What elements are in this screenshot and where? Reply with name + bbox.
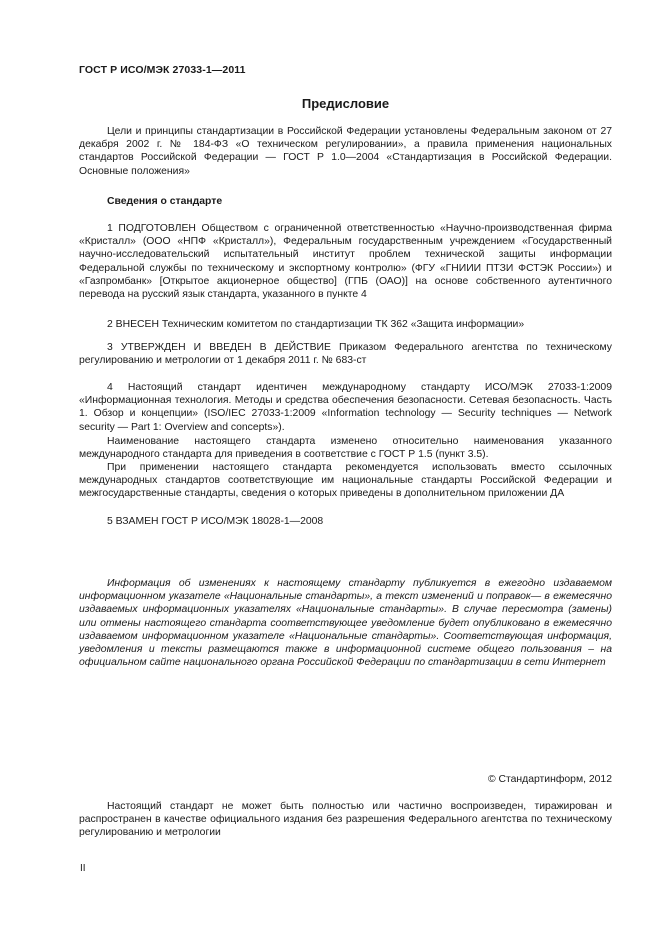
copyright-line: © Стандартинформ, 2012	[487, 774, 612, 785]
preface-intro-paragraph: Цели и принципы стандартизации в Российской Федерации установлены Федеральным законом от 27 декабря 2002 г. № 184-ФЗ «О техническом регулировании», а правила применения национальных стандартов Российской Федерации — ГОСТ Р 1.0—2004 «Стандартизация в Российской Федерации. Основные положения»	[79, 126, 612, 177]
reproduction-notice-paragraph: Настоящий стандарт не может быть полностью или частично воспроизведен, тиражирован и распространен в качестве официального издания без разрешения Федерального агентства по техническому регулированию и метрологии	[79, 801, 612, 839]
preface-title: Предисловие	[301, 96, 390, 111]
standard-info-item-3: 3 УТВЕРЖДЕН И ВВЕДЕН В ДЕЙСТВИЕ Приказом Федерального агентства по техническому регулированию и метрологии от 1 декабря 2011 г. № 683-ст	[79, 342, 612, 367]
standard-info-item-2: 2 ВНЕСЕН Техническим комитетом по стандартизации ТК 362 «Защита информации»	[107, 319, 525, 330]
standard-info-item-4-note-2: При применении настоящего стандарта рекомендуется использовать вместо ссылочных международных стандартов соответствующие им национальные стандарты Российской Федерации и межгосударственные стандарты, сведения о которых приведены в дополнительном приложении ДА	[79, 462, 612, 500]
page-number: II	[80, 863, 86, 874]
standard-info-item-4: 4 Настоящий стандарт идентичен международному стандарту ИСО/МЭК 27033-1:2009 «Информационная технология. Методы и средства обеспечения безопасности. Сетевая безопасность. Часть 1. Обзор и концепции» (ISO/IEC 27033-1:2009 «Information technology — Security techniques — Network security — Part 1: Overview and concepts»).	[79, 382, 612, 433]
standard-info-item-1: 1 ПОДГОТОВЛЕН Обществом с ограниченной ответственностью «Научно-производственная фирма «Кристалл» (ООО «НПФ «Кристалл»), Федеральным государственным учреждением «Государственный научно-исследовательский испытательный институт проблем технической защиты информации Федеральной службы по техническому и экспортному контролю» (ФГУ «ГНИИИ ПТЗИ ФСТЭК России») и «Газпромбанк» [Открытое акционерное общество] (ГПБ (ОАО)] на основе собственного аутентичного перевода на русский язык стандарта, указанного в пункте 4	[79, 223, 612, 301]
document-code-header: ГОСТ Р ИСО/МЭК 27033-1—2011	[79, 64, 246, 76]
standard-info-heading: Сведения о стандарте	[107, 196, 223, 207]
standard-info-item-4-note-1: Наименование настоящего стандарта изменено относительно наименования указанного международного стандарта для приведения в соответствие с ГОСТ Р 1.5 (пункт 3.5).	[79, 436, 612, 461]
standard-info-item-5: 5 ВЗАМЕН ГОСТ Р ИСО/МЭК 18028-1—2008	[107, 516, 324, 527]
changes-notice-paragraph: Информация об изменениях к настоящему стандарту публикуется в ежегодно издаваемом информационном указателе «Национальные стандарты», а текст изменений и поправок— в ежемесячно издаваемых информационных указателях «Национальные стандарты». В случае пересмотра (замены) или отмены настоящего стандарта соответствующее уведомление будет опубликовано в ежемесячно издаваемом информационном указателе «Национальные стандарты». Соответствующая информация, уведомления и тексты размещаются также в информационной системе общего пользования – на официальном сайте национального органа Российской Федерации по стандартизации в сети Интернет	[79, 578, 612, 669]
